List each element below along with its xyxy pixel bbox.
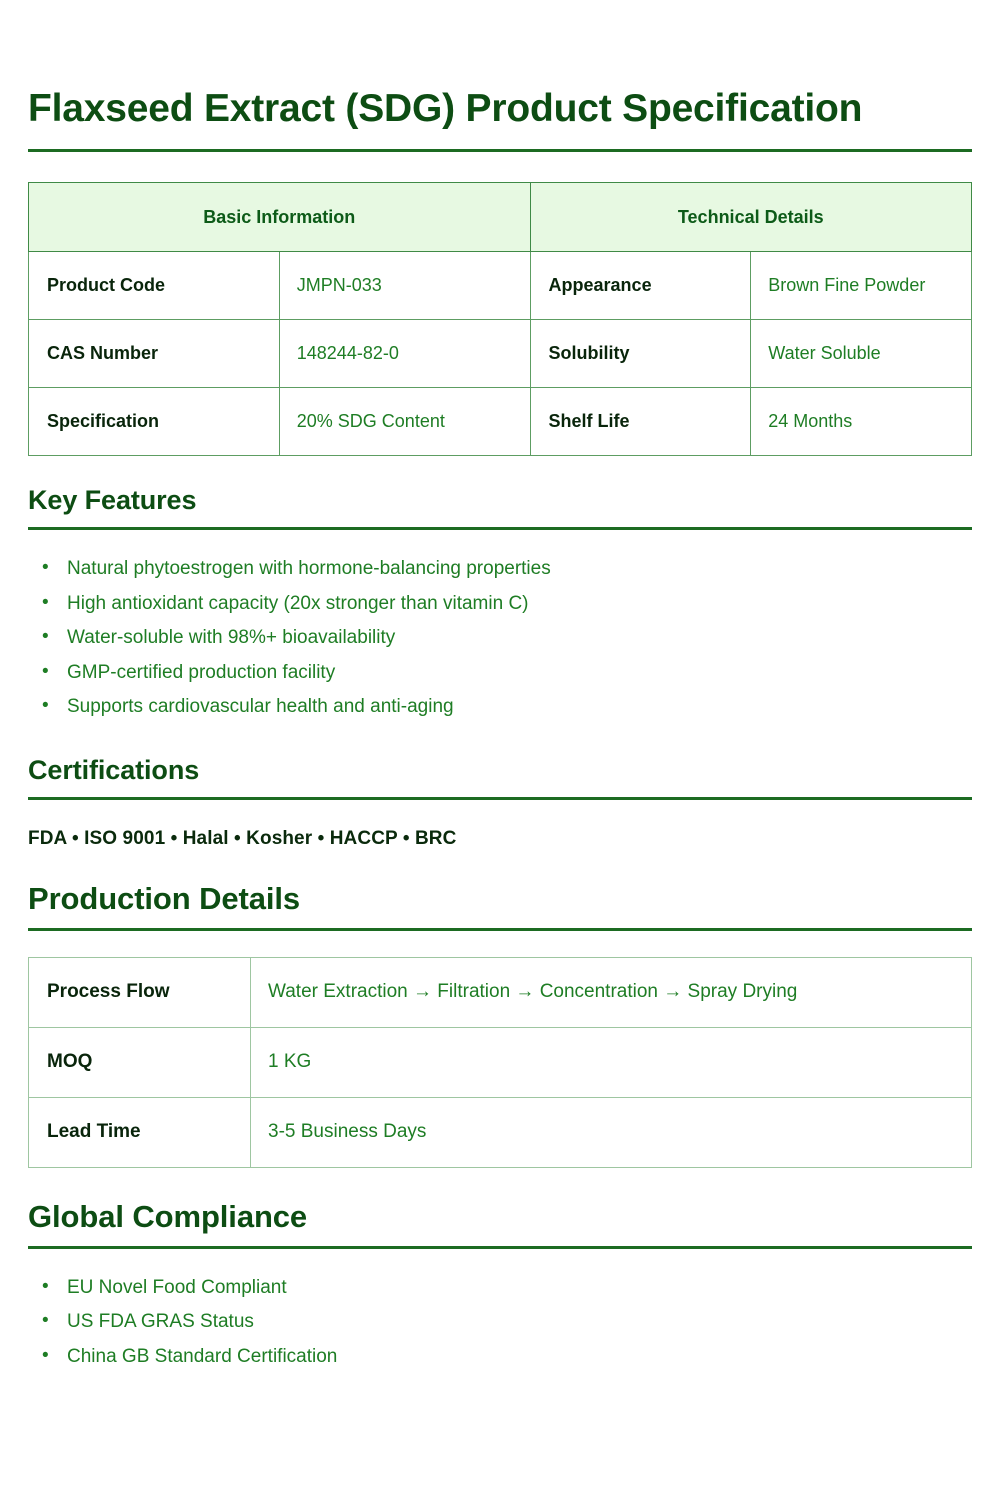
list-item: • GMP-certified production facility [40, 656, 972, 691]
spec-value-solubility: Water Soluble [751, 320, 972, 388]
table-row [29, 252, 972, 320]
production-value-process-flow: Water Extraction → Filtration → Concentration → Spray Drying [251, 957, 972, 1027]
section-heading-certifications: Certifications [28, 754, 200, 785]
table-row [29, 1027, 972, 1097]
spec-value-product-code: JMPN-033 [279, 252, 530, 320]
global-compliance-list [28, 1271, 972, 1375]
section-divider [28, 527, 972, 530]
list-item: • Water-soluble with 98%+ bioavailability [40, 621, 972, 656]
table-row [29, 320, 972, 388]
spec-label-solubility: Solubility [530, 320, 751, 388]
list-item: • China GB Standard Certification [40, 1340, 972, 1375]
section-divider [28, 797, 972, 800]
table-row [29, 388, 972, 456]
spec-label-cas-number: CAS Number [29, 320, 280, 388]
spec-value-shelf-life: 24 Months [751, 388, 972, 456]
production-label-lead-time: Lead Time [29, 1097, 251, 1167]
key-features-list [28, 552, 972, 725]
table-row [29, 957, 972, 1027]
production-details-table [28, 957, 972, 1168]
production-label-process-flow: Process Flow [29, 957, 251, 1027]
section-divider [28, 928, 972, 931]
spec-value-cas-number: 148244-82-0 [279, 320, 530, 388]
production-label-moq: MOQ [29, 1027, 251, 1097]
column-header-technical-details: Technical Details [530, 183, 971, 252]
specification-table-head [29, 183, 972, 252]
section-production-details [28, 880, 972, 1168]
certifications-list: FDA • ISO 9001 • Halal • Kosher • HACCP • BRC [28, 827, 457, 849]
section-certifications [28, 753, 972, 850]
section-global-compliance [28, 1198, 972, 1375]
production-value-lead-time: 3-5 Business Days [251, 1097, 972, 1167]
section-divider [28, 1246, 972, 1249]
spec-label-appearance: Appearance [530, 252, 751, 320]
list-item: • High antioxidant capacity (20x stronger than vitamin C) [40, 587, 972, 622]
section-key-features [28, 483, 972, 725]
column-header-basic-information: Basic Information [29, 183, 531, 252]
production-details-table-body [29, 957, 972, 1167]
specification-table [28, 182, 972, 456]
production-value-moq: 1 KG [251, 1027, 972, 1097]
section-heading-global-compliance: Global Compliance [28, 1198, 308, 1234]
spec-value-appearance: Brown Fine Powder [751, 252, 972, 320]
section-heading-key-features: Key Features [28, 485, 197, 515]
title-divider [28, 149, 972, 152]
specification-table-body [29, 252, 972, 456]
spec-value-specification: 20% SDG Content [279, 388, 530, 456]
spec-label-shelf-life: Shelf Life [530, 388, 751, 456]
table-row [29, 1097, 972, 1167]
list-item: • US FDA GRAS Status [40, 1305, 972, 1340]
spec-label-product-code: Product Code [29, 252, 280, 320]
section-heading-production-details: Production Details [28, 880, 301, 916]
list-item: • Supports cardiovascular health and anti-aging [40, 690, 972, 725]
table-header-row [29, 183, 972, 252]
spec-label-specification: Specification [29, 388, 280, 456]
list-item: • Natural phytoestrogen with hormone-balancing properties [40, 552, 972, 587]
list-item: • EU Novel Food Compliant [40, 1271, 972, 1306]
page-title: Flaxseed Extract (SDG) Product Specification [28, 87, 863, 130]
